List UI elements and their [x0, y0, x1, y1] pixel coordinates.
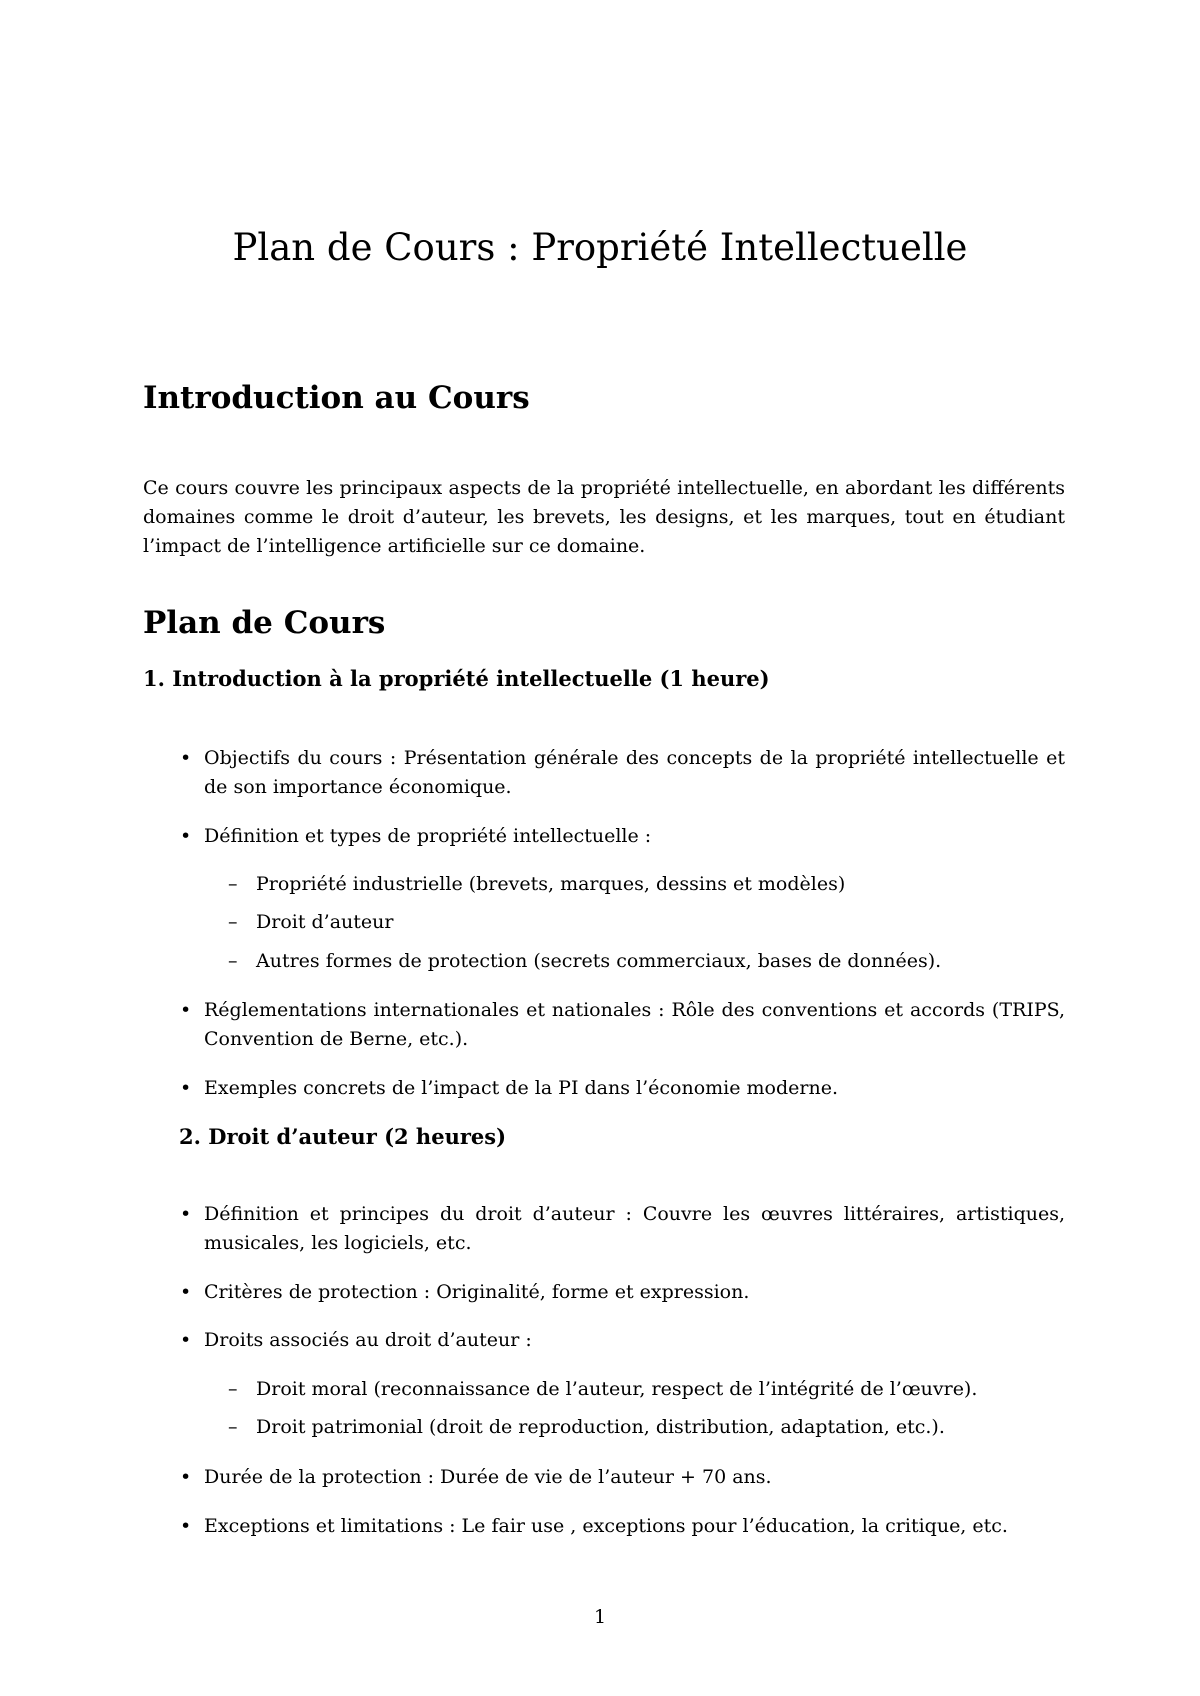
- sub-list-item: [228, 870, 1065, 899]
- list-item: [180, 1200, 1065, 1258]
- list-item-text: Réglementations internationales et nationales : Rôle des conventions et accords (TRIPS, Convention de Berne, etc.).: [204, 999, 1065, 1050]
- dash-marker: –: [228, 950, 238, 972]
- bullet-marker: •: [180, 999, 192, 1021]
- list-item: [180, 744, 1065, 802]
- bullet-marker: •: [180, 1203, 192, 1225]
- list-item-text: Objectifs du cours : Présentation générale des concepts de la propriété intellectuelle et de son importance économique.: [204, 747, 1065, 798]
- sub-list-item: [228, 947, 1065, 976]
- sub-list-item-text: Propriété industrielle (brevets, marques, dessins et modèles): [256, 873, 846, 895]
- sub-list-item: [228, 1413, 1065, 1442]
- list-item-text: Droits associés au droit d’auteur :: [204, 1329, 532, 1351]
- list-item-text: Critères de protection : Originalité, forme et expression.: [204, 1281, 750, 1303]
- list-item: [180, 996, 1065, 1054]
- sub-list-item: [228, 908, 1065, 937]
- sub-list-item-text: Droit d’auteur: [256, 911, 394, 933]
- list-item: [180, 822, 1065, 851]
- section-heading-intro: Introduction au Cours: [143, 380, 530, 416]
- list-item: [180, 1326, 1065, 1355]
- sub-list-item-text: Droit moral (reconnaissance de l’auteur, respect de l’intégrité de l’œuvre).: [256, 1378, 978, 1400]
- page-title: Plan de Cours : Propriété Intellectuelle: [232, 226, 968, 269]
- page-number: 1: [593, 1606, 607, 1628]
- sub-list-item: [228, 1375, 1065, 1404]
- bullet-marker: •: [180, 1515, 192, 1537]
- bullet-marker: •: [180, 747, 192, 769]
- subsection-heading-part1: 1. Introduction à la propriété intellectuelle (1 heure): [143, 666, 770, 691]
- section-heading-plan: Plan de Cours: [143, 605, 386, 641]
- bullet-marker: •: [180, 1281, 192, 1303]
- intro-paragraph: Ce cours couvre les principaux aspects de la propriété intellectuelle, en abordant les différents domaines comme le droit d’auteur, les brevets, les designs, et les marques, tout en étudiant l’impact de l’intelligence artificielle sur ce domaine.: [143, 477, 1065, 557]
- list-item: [180, 1278, 1065, 1307]
- dash-marker: –: [228, 1378, 238, 1400]
- list-item-text: Exceptions et limitations : Le fair use , exceptions pour l’éducation, la critique, etc.: [204, 1515, 1008, 1537]
- list-item-text: Exemples concrets de l’impact de la PI dans l’économie moderne.: [204, 1077, 838, 1099]
- list-item: [180, 1463, 1065, 1492]
- list-item-text: Définition et types de propriété intellectuelle :: [204, 825, 652, 847]
- bullet-marker: •: [180, 1329, 192, 1351]
- dash-marker: –: [228, 873, 238, 895]
- dash-marker: –: [228, 1416, 238, 1438]
- sub-list-item-text: Droit patrimonial (droit de reproduction, distribution, adaptation, etc.).: [256, 1416, 945, 1438]
- list-item-text: Durée de la protection : Durée de vie de l’auteur + 70 ans.: [204, 1466, 772, 1488]
- dash-marker: –: [228, 911, 238, 933]
- list-item: [180, 1512, 1065, 1541]
- bullet-marker: •: [180, 1466, 192, 1488]
- sub-list-item-text: Autres formes de protection (secrets commerciaux, bases de données).: [256, 950, 942, 972]
- bullet-marker: •: [180, 1077, 192, 1099]
- list-item-text: Définition et principes du droit d’auteur : Couvre les œuvres littéraires, artistiques, musicales, les logiciels, etc.: [204, 1203, 1065, 1254]
- list-item: [180, 1074, 1065, 1103]
- bullet-marker: •: [180, 825, 192, 847]
- subsection-heading-part2: 2. Droit d’auteur (2 heures): [179, 1124, 507, 1149]
